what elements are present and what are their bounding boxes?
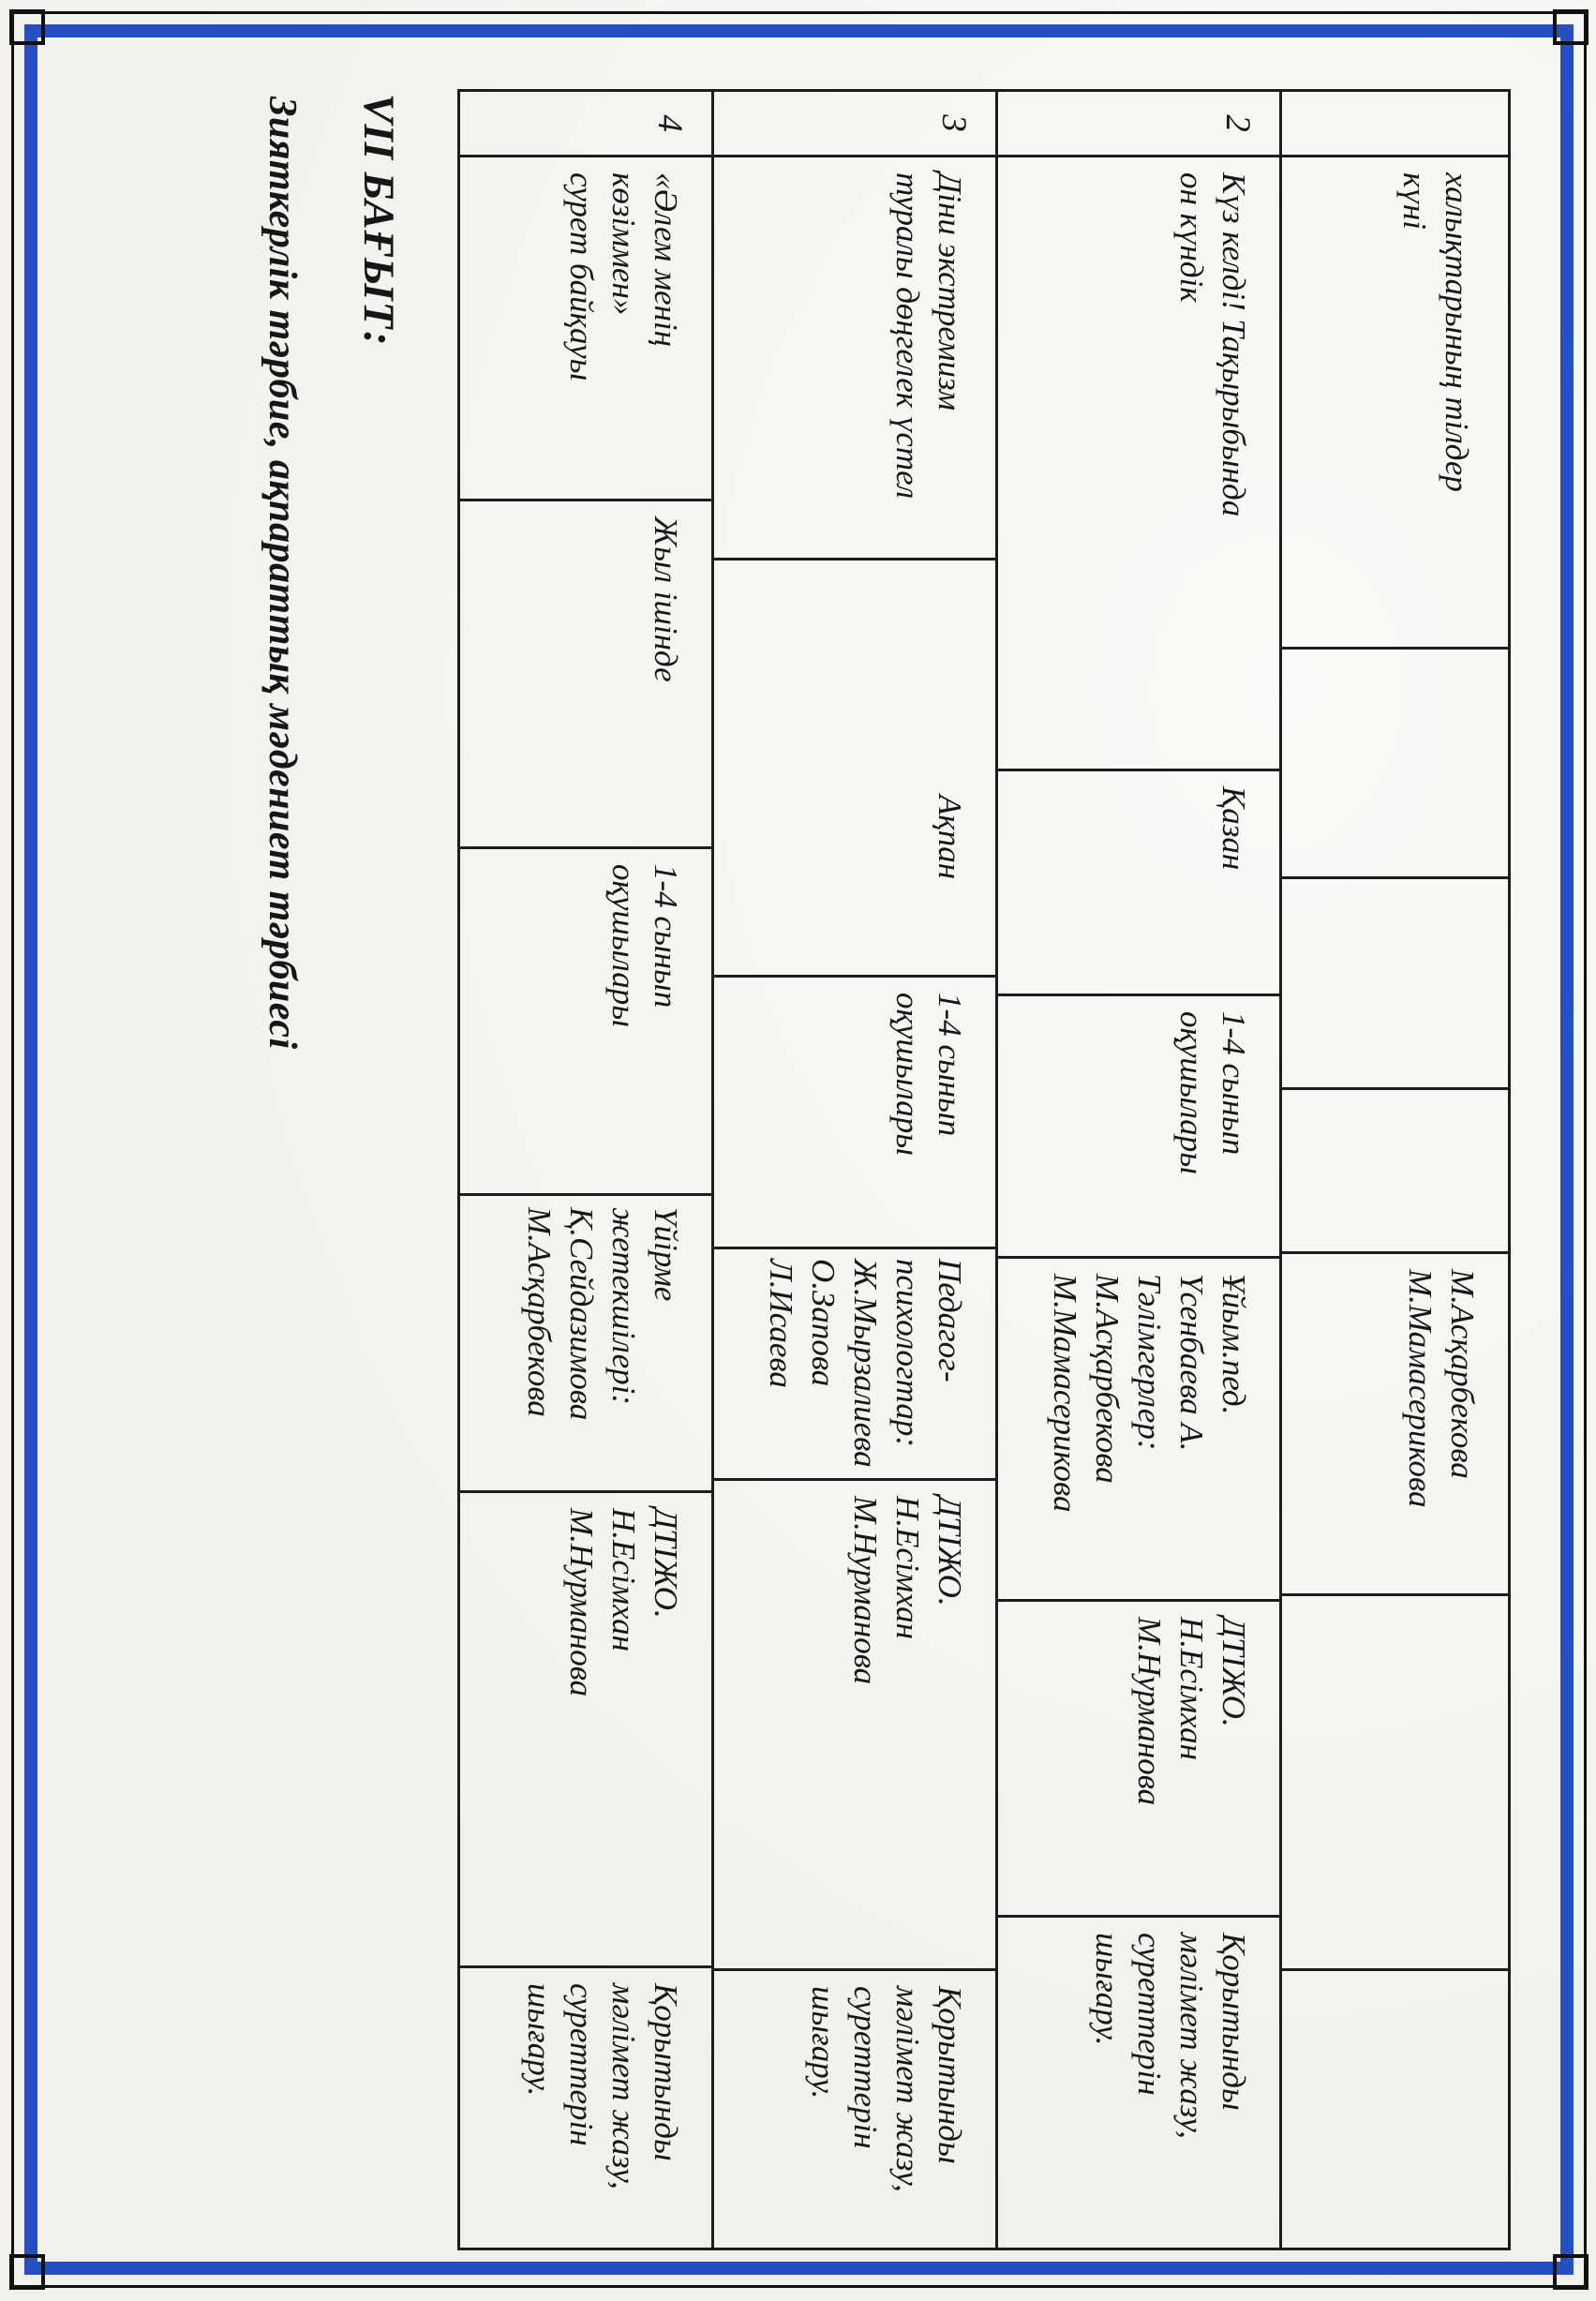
- corner-registration-mark-icon: [9, 9, 45, 45]
- cell-spacer: [1282, 1090, 1508, 1254]
- cell-number: [1282, 92, 1508, 157]
- cell-organizers: Ұйым.пед. Үсенбаева А. Тәлімгерлер: М.Асқарбекова М.Мамасерикова: [998, 1259, 1279, 1602]
- cell-month: Қазан: [998, 771, 1279, 996]
- cell-month: Жыл ішінде: [460, 501, 711, 849]
- cell-participants: 1-4 сынып оқушылары: [460, 849, 711, 1196]
- cell-organizers: Үйірме жетекшілері: Қ.Сейдазимова М.Асқарбекова: [460, 1196, 711, 1493]
- cell-month: [1282, 650, 1508, 879]
- events-table: [457, 89, 1511, 2250]
- cell-responsible: [1282, 1596, 1508, 1971]
- cell-organizers: Педагог- психологтар: Ж.Мырзалиева О.Запова Л.Исаева: [714, 1249, 995, 1481]
- cell-outcome: Қорытынды мәлімет жазу, суреттерін шығару.: [1089, 1933, 1252, 2139]
- cell-responsible: ДТІЖО. Н.Есімхан М.Нурманова: [998, 1602, 1279, 1918]
- cell-organizers: М.Асқарбекова М.Мамасерикова: [1282, 1254, 1508, 1596]
- cell-event-name: Діни экстремизм туралы дөңгелек үстел: [714, 157, 995, 560]
- section-heading: VII БАҒЫТ:: [354, 94, 403, 347]
- cell-outcome: Қорытынды мәлімет жазу, суреттерін шығару.: [521, 1983, 684, 2189]
- cell-responsible: ДТІЖО. Н.Есімхан М.Нурманова: [460, 1493, 711, 1968]
- cell-event-name: халықтарының тілдер күні: [1282, 157, 1508, 650]
- table-row-3: [711, 92, 995, 2248]
- table-row-4: [460, 92, 711, 2248]
- cell-participants: 1-4 сынып оқушылары: [998, 996, 1279, 1259]
- cell-event-name: Күз келді! Тақырыбында он күндік: [998, 157, 1279, 771]
- corner-registration-mark-icon: [1553, 9, 1589, 45]
- cell-number: 4: [460, 92, 711, 157]
- cell-participants: 1-4 сынып оқушылары: [714, 978, 995, 1249]
- cell-responsible: ДТІЖО. Н.Есімхан М.Нурманова: [714, 1481, 995, 1971]
- cell-month: Ақпан: [714, 560, 995, 978]
- cell-number: 2: [998, 92, 1279, 157]
- cell-outcome: Қорытынды мәлімет жазу, суреттерін шығару.: [805, 1986, 968, 2192]
- table-row-continuation: [1279, 92, 1508, 2248]
- cell-event-name: «Әлем менің көзіммен» сурет байқауы: [460, 157, 711, 501]
- section-subheading: Зияткерлік тәрбие, ақпараттық мәдениет тәрбиесі: [261, 97, 304, 1050]
- corner-registration-mark-icon: [9, 2254, 45, 2290]
- table-row-2: [995, 92, 1279, 2248]
- cell-number: 3: [714, 92, 995, 157]
- corner-registration-mark-icon: [1553, 2254, 1589, 2290]
- cell-participants: [1282, 879, 1508, 1090]
- cell-outcome: [1282, 1971, 1508, 2248]
